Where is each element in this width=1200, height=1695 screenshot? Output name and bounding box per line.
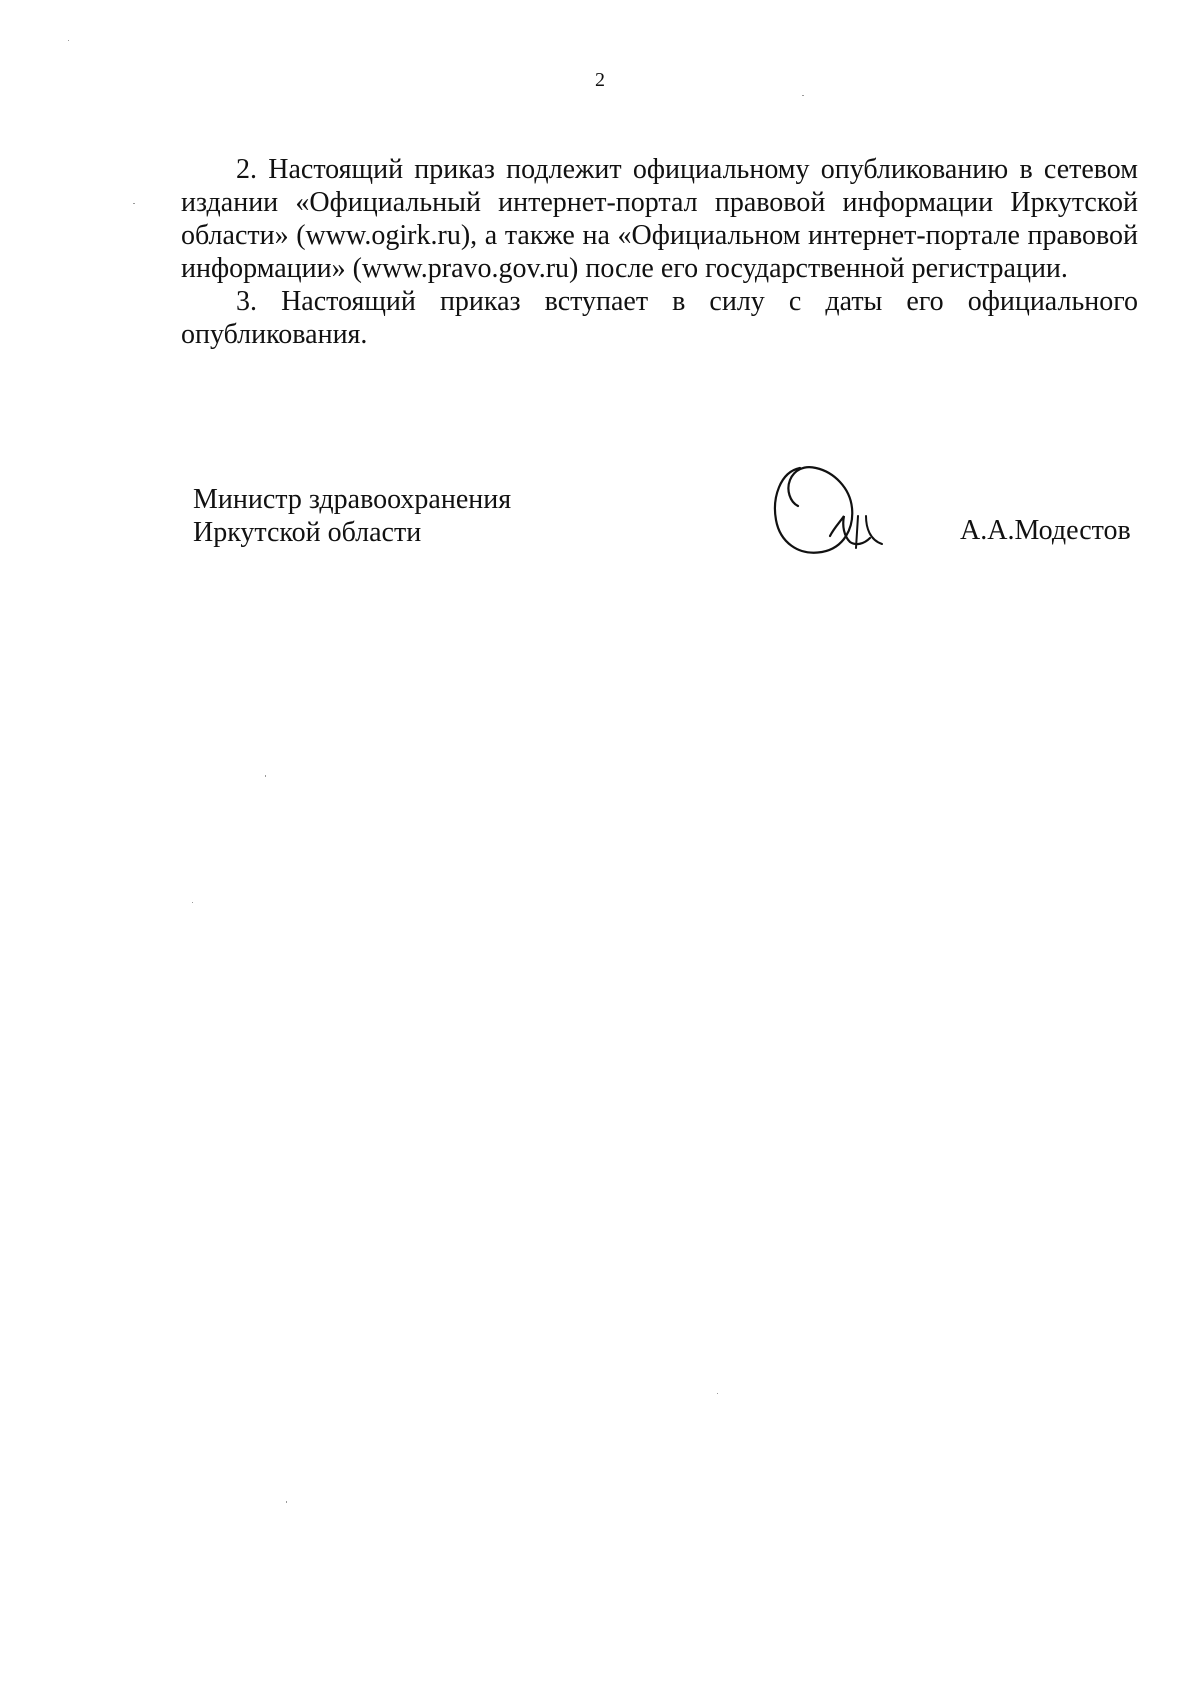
handwritten-signature	[770, 458, 890, 560]
scan-speck	[286, 1501, 287, 1503]
scan-speck	[68, 40, 69, 41]
scan-speck	[717, 1393, 718, 1394]
position-region: Иркутской области	[193, 517, 422, 548]
signatory-name: А.А.Модестов	[960, 515, 1131, 546]
scan-speck	[265, 775, 266, 777]
order-body	[181, 153, 1138, 351]
scan-speck	[802, 95, 804, 96]
page-number: 2	[595, 69, 605, 91]
paragraph-effective-date: 3. Настоящий приказ вступает в силу с даты его официального опубликования.	[181, 286, 1138, 350]
scan-speck	[133, 203, 135, 204]
position-title: Министр здравоохранения	[193, 484, 512, 515]
paragraph-publication: 2. Настоящий приказ подлежит официальному опубликованию в сетевом издании «Официальный интернет-портал правовой информации Иркутской области» (www.ogirk.ru), а также на «Официальном интернет-портале правовой информации» (www.pravo.gov.ru) после его государственной регистрации.	[181, 154, 1138, 284]
scan-speck	[192, 902, 193, 903]
signatory-position	[193, 483, 511, 549]
